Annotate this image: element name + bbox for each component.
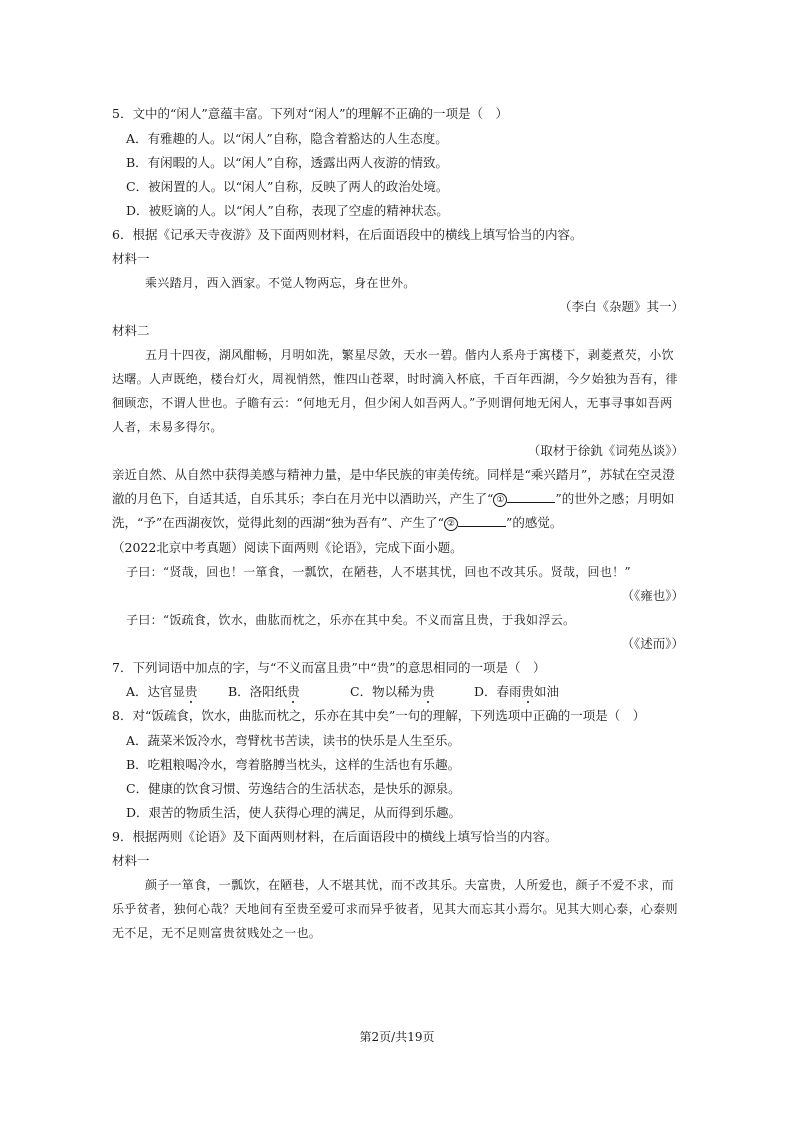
- q6-material1-text: 乘兴踏月，西入酒家。不觉人物两忘，身在世外。: [145, 276, 416, 290]
- blank-1[interactable]: [507, 490, 555, 503]
- q9-material1-text: 颜子一箪食，一瓢饮，在陋巷，人不堪其忧，而不改其乐。夫富贵，人所爱也，颜子不爱不求，而乐乎贫者，独何心哉？天地间有至贵至爱可求而异乎彼者，见其大而忘其小焉尔。见其大则心泰，心泰则无不足，无不足则富贵贫贱处之一也。: [112, 878, 678, 940]
- q7-d-dotted: 贵: [521, 684, 535, 699]
- blank-2[interactable]: [458, 514, 506, 527]
- q6-material2-label: 材料二: [112, 323, 150, 338]
- q9-material1-label: 材料一: [112, 853, 150, 868]
- lunyu-intro: （2022北京中考真题）阅读下面两则《论语》，完成下面小题。: [112, 540, 463, 555]
- page-number: 第2页/共19页: [359, 1030, 435, 1044]
- q8-option-a: A．蔬菜米饭冷水，弯臂枕书苦读，读书的快乐是人生至乐。: [126, 733, 461, 748]
- lunyu-source-2: （《述而》）: [621, 636, 684, 651]
- q7-option-d: [474, 684, 559, 700]
- lunyu-text-2: 子曰：“饭疏食，饮水，曲肱而枕之，乐亦在其中矣。不义而富且贵，于我如浮云。: [126, 613, 576, 627]
- q7-b-dotted: 贵: [287, 684, 300, 699]
- q6-material1-source: （李白《杂题》其一）: [558, 299, 684, 314]
- q7-options: [126, 684, 559, 700]
- q6-stem: 6．根据《记承天寺夜游》及下面两则材料，在后面语段中的横线上填写恰当的内容。: [112, 227, 583, 242]
- q7-option-b: [228, 684, 350, 700]
- q8-option-c: C．健康的饮食习惯、劳逸结合的生活状态，是快乐的源泉。: [126, 781, 461, 796]
- q7-b-text: B．洛阳纸: [228, 684, 288, 699]
- q6-material2-text: 五月十四夜，湖风酣畅，月明如洗，繁星尽敛，天水一碧。偕内人系舟于寓楼下，剥菱煮芡，小饮达曙。人声既绝，楼台灯火，周视悄然，惟四山苍翠，时时滴入杯底，千百年西湖，今夕始独为吾有，徘徊顾恋，不谓人世也。子瞻有云：“何地无月，但少闲人如吾两人。”予则谓何地无闲人，无事寻事如吾两人者，未易多得尔。: [112, 348, 678, 434]
- q7-a-dotted: 贵: [185, 684, 198, 699]
- q5-option-b: B．有闲暇的人。以“闲人”自称，透露出两人夜游的情致。: [126, 155, 448, 170]
- blank-2-number: ②: [444, 517, 458, 531]
- lunyu-text-1: 子曰：“贤哉，回也！一箪食，一瓢饮，在陋巷，人不堪其忧，回也不改其乐。贤哉，回也！”: [126, 565, 631, 579]
- q6-material1-label: 材料一: [112, 251, 150, 266]
- q6-para-part2: ”的世外之感；月明如洗，“予”在西湖夜饮，觉得此刻的西湖“独为吾有”、产生了“: [112, 491, 675, 530]
- q8-option-b: B．吃粗粮喝冷水，弯着胳膊当枕头，这样的生活也有乐趣。: [126, 757, 461, 772]
- lunyu-source-1: （《雍也》）: [621, 588, 684, 603]
- q7-d-text-tail: 如油: [534, 684, 560, 699]
- q5-option-c: C．被闲置的人。以“闲人”自称，反映了两人的政治处境。: [126, 179, 449, 194]
- q9-stem: 9．根据两则《论语》及下面两则材料，在后面语段中的横线上填写恰当的内容。: [112, 829, 558, 844]
- q7-option-a: [126, 684, 228, 700]
- q5-stem: 5．文中的“闲人”意蕴丰富。下列对“闲人”的理解不正确的一项是（ ）: [112, 106, 509, 121]
- q8-stem: 8．对“饭疏食，饮水，曲肱而枕之，乐亦在其中矣”一句的理解，下列选项中正确的一项是（ ）: [112, 708, 646, 723]
- q5-option-a: A．有雅趣的人。以“闲人”自称，隐含着豁达的人生态度。: [126, 131, 448, 146]
- q6-fill-paragraph: [112, 463, 684, 535]
- q7-c-dotted: 贵: [422, 684, 435, 699]
- q5-option-d: D．被贬谪的人。以“闲人”自称，表现了空虚的精神状态。: [126, 203, 449, 218]
- blank-1-number: ①: [493, 493, 507, 507]
- q7-d-text: D．春雨: [474, 684, 522, 699]
- q7-stem: 7．下列词语中加点的字，与“不义而富且贵”中“贵”的意思相同的一项是（ ）: [112, 660, 546, 675]
- q6-material2-source: （取材于徐釚《词苑丛谈》）: [527, 443, 684, 458]
- q8-option-d: D．艰苦的物质生活，使人获得心理的满足，从而得到乐趣。: [126, 805, 462, 820]
- q7-c-text: C．物以稀为: [350, 684, 423, 699]
- q7-a-text: A．达官显: [126, 684, 186, 699]
- q6-para-part3: ”的感觉。: [505, 515, 563, 530]
- q7-option-c: [350, 684, 474, 700]
- q6-para-part1: 亲近自然、从自然中获得美感与精神力量，是中华民族的审美传统。同样是“乘兴踏月”，苏轼在空灵澄澈的月色下，自适其适，自乐其乐；李白在月光中以酒助兴，产生了“: [112, 467, 675, 506]
